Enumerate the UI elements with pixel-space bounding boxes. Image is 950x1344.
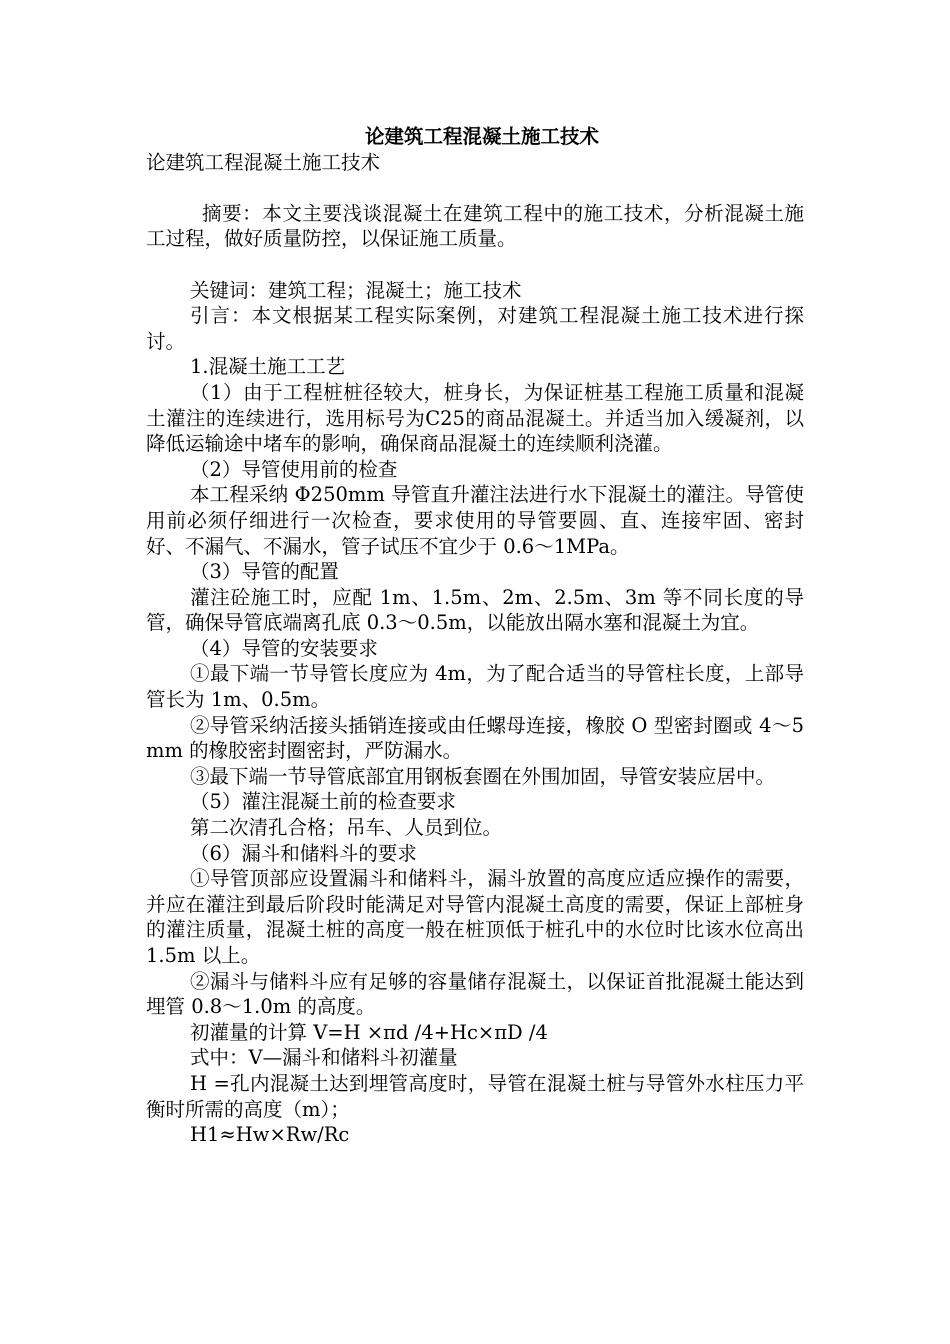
item6-paragraph-2: ②漏斗与储料斗应有足够的容量储存混凝土，以保证首批混凝土能达到埋管 0.8～1.0m 的高度。	[146, 969, 804, 1019]
item3-heading: （3）导管的配置	[190, 560, 339, 584]
item2-heading: （2）导管使用前的检查	[190, 457, 398, 481]
abstract-paragraph: 摘要：本文主要浅谈混凝土在建筑工程中的施工技术，分析混凝土施工过程，做好质量防控，以保证施工质量。	[146, 201, 804, 251]
item4-paragraph-2: ②导管采纳活接头插销连接或由任螺母连接，橡胶 O 型密封圈或 4～5mm 的橡胶密封圈密封，严防漏水。	[146, 713, 804, 763]
item6-heading: （6）漏斗和储料斗的要求	[190, 841, 417, 865]
document-subtitle: 论建筑工程混凝土施工技术	[146, 150, 381, 174]
item4-heading: （4）导管的安装要求	[190, 636, 378, 660]
formula-h1-line: H1≈Hw×Rw/Rc	[190, 1123, 350, 1147]
formula-h-line: H =孔内混凝土达到埋管高度时，导管在混凝土桩与导管外水柱压力平衡时所需的高度（m）；	[146, 1071, 804, 1121]
item5-heading: （5）灌注混凝土前的检查要求	[190, 790, 456, 814]
spacer	[146, 252, 804, 278]
section-heading: 1.混凝土施工工艺	[190, 355, 346, 379]
item4-paragraph-3: ③最下端一节导管底部宜用钢板套圈在外围加固，导管安装应居中。	[190, 764, 776, 788]
spacer	[146, 175, 804, 201]
intro-paragraph: 引言：本文根据某工程实际案例，对建筑工程混凝土施工技术进行探讨。	[146, 304, 804, 353]
item1-paragraph: （1）由于工程桩桩径较大，桩身长，为保证桩基工程施工质量和混凝土灌注的连续进行，选用标号为C25的商品混凝土。并适当加入缓凝剂，以降低运输途中堵车的影响，确保商品混凝土的连续顺利浇灌。	[146, 380, 804, 456]
item5-paragraph: 第二次清孔合格；吊车、人员到位。	[190, 816, 503, 840]
keywords-line: 关键词：建筑工程；混凝土；施工技术	[190, 278, 522, 302]
item4-paragraph-1: ①最下端一节导管长度应为 4m，为了配合适当的导管柱长度，上部导管长为 1m、0.5m。	[146, 662, 804, 712]
item6-paragraph-1: ①导管顶部应设置漏斗和储料斗，漏斗放置的高度应适应操作的需要，并应在灌注到最后阶段时能满足对导管内混凝土高度的需要，保证上部桩身的灌注质量，混凝土桩的高度一般在桩顶低于桩孔中的水位时比该水位高出 1.5m 以上。	[146, 867, 804, 967]
item2-paragraph: 本工程采纳 Φ250mm 导管直升灌注法进行水下混凝土的灌注。导管使用前必须仔细进行一次检查，要求使用的导管要圆、直、连接牢固、密封好、不漏气、不漏水，管子试压不宜少于 0.6～1MPa。	[146, 483, 804, 558]
document-body	[146, 124, 804, 1148]
document-title: 论建筑工程混凝土施工技术	[364, 125, 599, 148]
formula-where-line: 式中：V—漏斗和储料斗初灌量	[190, 1046, 458, 1070]
item3-paragraph: 灌注砼施工时，应配 1m、1.5m、2m、2.5m、3m 等不同长度的导管，确保导管底端离孔底 0.3～0.5m，以能放出隔水塞和混凝土为宜。	[146, 585, 804, 635]
formula-line: 初灌量的计算 V=H ×πd /4+Hc×πD /4	[190, 1020, 548, 1044]
